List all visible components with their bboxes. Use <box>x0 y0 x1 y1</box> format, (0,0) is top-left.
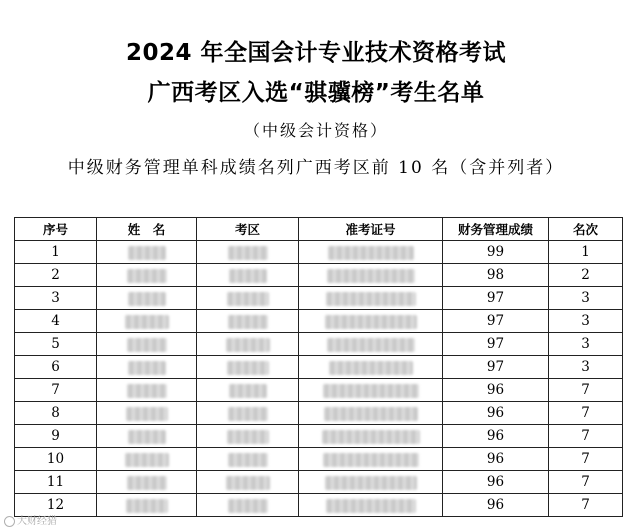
table-row <box>15 241 623 264</box>
cell-name-redacted <box>97 425 197 448</box>
cell-name-redacted <box>97 241 197 264</box>
redaction-blur <box>229 384 267 398</box>
table-row <box>15 448 623 471</box>
redaction-blur <box>228 453 268 467</box>
cell-serial-number: 2 <box>15 264 97 287</box>
redaction-blur <box>323 453 419 467</box>
redaction-blur <box>128 292 166 306</box>
redaction-blur <box>329 361 413 375</box>
table-row <box>15 310 623 333</box>
table-body <box>15 241 623 517</box>
cell-serial-number: 10 <box>15 448 97 471</box>
cell-exam-area-redacted <box>197 241 299 264</box>
table-header-row <box>15 218 623 241</box>
table-caption: 中级财务管理单科成绩名列广西考区前 10 名（含并列者） <box>67 158 565 178</box>
results-table <box>14 217 623 517</box>
header-serial-number: 序号 <box>15 218 97 241</box>
table-row <box>15 264 623 287</box>
redaction-blur <box>125 453 169 467</box>
table-row <box>15 425 623 448</box>
cell-financial-management-score: 97 <box>443 356 549 379</box>
cell-serial-number: 9 <box>15 425 97 448</box>
redaction-blur <box>226 338 270 352</box>
cell-financial-management-score: 96 <box>443 448 549 471</box>
redaction-blur <box>127 476 167 490</box>
cell-serial-number: 4 <box>15 310 97 333</box>
cell-serial-number: 6 <box>15 356 97 379</box>
cell-name-redacted <box>97 310 197 333</box>
cell-financial-management-score: 96 <box>443 379 549 402</box>
table-row <box>15 287 623 310</box>
cell-admission-number-redacted <box>299 494 443 517</box>
cell-exam-area-redacted <box>197 448 299 471</box>
cell-rank: 7 <box>549 425 623 448</box>
redaction-blur <box>324 407 418 421</box>
cell-exam-area-redacted <box>197 471 299 494</box>
cell-rank: 7 <box>549 402 623 425</box>
cell-rank: 7 <box>549 448 623 471</box>
cell-admission-number-redacted <box>299 264 443 287</box>
cell-name-redacted <box>97 333 197 356</box>
redaction-blur <box>228 499 268 513</box>
redaction-blur <box>126 407 168 421</box>
redaction-blur <box>326 292 416 306</box>
cell-serial-number: 12 <box>15 494 97 517</box>
cell-admission-number-redacted <box>299 448 443 471</box>
redaction-blur <box>228 407 268 421</box>
cell-financial-management-score: 96 <box>443 494 549 517</box>
document-subtitle: （中级会计资格） <box>243 121 388 140</box>
redaction-blur <box>127 384 167 398</box>
redaction-blur <box>227 430 269 444</box>
redaction-blur <box>128 430 166 444</box>
cell-financial-management-score: 97 <box>443 287 549 310</box>
cell-financial-management-score: 97 <box>443 310 549 333</box>
table-row <box>15 379 623 402</box>
cell-admission-number-redacted <box>299 402 443 425</box>
cell-admission-number-redacted <box>299 425 443 448</box>
document-title-line-1: 2024 年全国会计专业技术资格考试 <box>125 40 507 66</box>
cell-rank: 3 <box>549 333 623 356</box>
cell-exam-area-redacted <box>197 356 299 379</box>
header-financial-management-score: 财务管理成绩 <box>443 218 549 241</box>
redaction-blur <box>127 269 167 283</box>
cell-rank: 3 <box>549 356 623 379</box>
header-name: 姓 名 <box>97 218 197 241</box>
redaction-blur <box>128 246 166 260</box>
document-title-line-2: 广西考区入选“骐骥榜”考生名单 <box>147 80 485 106</box>
cell-rank: 7 <box>549 471 623 494</box>
redaction-blur <box>227 292 269 306</box>
cell-financial-management-score: 96 <box>443 471 549 494</box>
cell-serial-number: 8 <box>15 402 97 425</box>
cell-rank: 7 <box>549 494 623 517</box>
cell-admission-number-redacted <box>299 356 443 379</box>
table-row <box>15 402 623 425</box>
cell-exam-area-redacted <box>197 494 299 517</box>
cell-exam-area-redacted <box>197 379 299 402</box>
redaction-blur <box>126 499 168 513</box>
table-row <box>15 471 623 494</box>
cell-exam-area-redacted <box>197 425 299 448</box>
header-rank: 名次 <box>549 218 623 241</box>
cell-financial-management-score: 99 <box>443 241 549 264</box>
header-exam-area: 考区 <box>197 218 299 241</box>
cell-name-redacted <box>97 471 197 494</box>
cell-name-redacted <box>97 494 197 517</box>
redaction-blur <box>229 269 267 283</box>
cell-admission-number-redacted <box>299 310 443 333</box>
redaction-blur <box>325 315 417 329</box>
cell-admission-number-redacted <box>299 471 443 494</box>
cell-exam-area-redacted <box>197 402 299 425</box>
cell-exam-area-redacted <box>197 310 299 333</box>
cell-rank: 3 <box>549 310 623 333</box>
table-row <box>15 356 623 379</box>
redaction-blur <box>328 246 414 260</box>
cell-exam-area-redacted <box>197 287 299 310</box>
cell-financial-management-score: 97 <box>443 333 549 356</box>
redaction-blur <box>227 361 269 375</box>
cell-serial-number: 5 <box>15 333 97 356</box>
cell-name-redacted <box>97 379 197 402</box>
cell-serial-number: 3 <box>15 287 97 310</box>
watermark-text: 大财经猎 <box>17 516 57 527</box>
cell-rank: 3 <box>549 287 623 310</box>
cell-rank: 1 <box>549 241 623 264</box>
header-admission-number: 准考证号 <box>299 218 443 241</box>
cell-financial-management-score: 96 <box>443 425 549 448</box>
cell-exam-area-redacted <box>197 264 299 287</box>
cell-serial-number: 7 <box>15 379 97 402</box>
cell-name-redacted <box>97 287 197 310</box>
redaction-blur <box>326 499 416 513</box>
redaction-blur <box>323 384 419 398</box>
cell-serial-number: 1 <box>15 241 97 264</box>
cell-name-redacted <box>97 402 197 425</box>
cell-rank: 2 <box>549 264 623 287</box>
redaction-blur <box>325 476 417 490</box>
redaction-blur <box>128 361 166 375</box>
cell-name-redacted <box>97 448 197 471</box>
cell-exam-area-redacted <box>197 333 299 356</box>
cell-admission-number-redacted <box>299 287 443 310</box>
redaction-blur <box>127 338 167 352</box>
cell-rank: 7 <box>549 379 623 402</box>
redaction-blur <box>226 476 270 490</box>
redaction-blur <box>125 315 169 329</box>
watermark-logo-icon <box>4 516 15 527</box>
cell-name-redacted <box>97 356 197 379</box>
redaction-blur <box>327 269 415 283</box>
cell-name-redacted <box>97 264 197 287</box>
cell-admission-number-redacted <box>299 379 443 402</box>
cell-financial-management-score: 98 <box>443 264 549 287</box>
redaction-blur <box>228 315 268 329</box>
cell-serial-number: 11 <box>15 471 97 494</box>
table-row <box>15 333 623 356</box>
cell-financial-management-score: 96 <box>443 402 549 425</box>
redaction-blur <box>327 338 415 352</box>
redaction-blur <box>228 246 268 260</box>
cell-admission-number-redacted <box>299 241 443 264</box>
cell-admission-number-redacted <box>299 333 443 356</box>
watermark <box>4 512 57 527</box>
table-row <box>15 494 623 517</box>
redaction-blur <box>322 430 420 444</box>
